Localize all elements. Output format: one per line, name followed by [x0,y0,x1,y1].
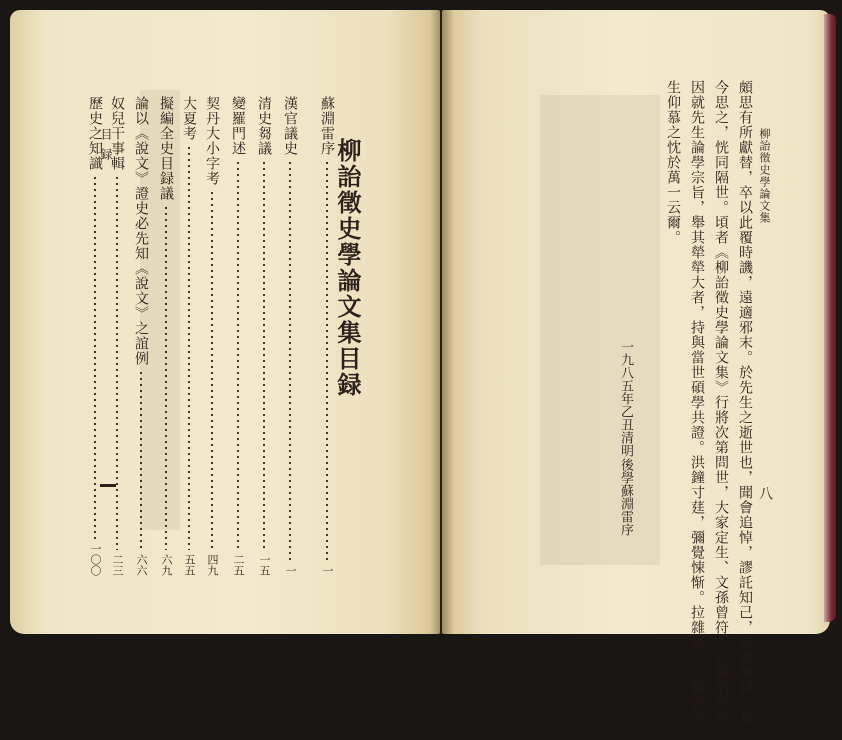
toc-entry-title: 蘇淵雷序 [319,96,335,156]
toc-entry-page: 二五 [232,554,245,576]
toc-entry-title: 漢官議史 [282,96,298,156]
toc-entry-title: 奴兒干事輯 [109,96,125,171]
book-edge [824,14,836,622]
bleed-through [540,95,660,565]
toc-entry [281,96,299,576]
toc-leader-dots [116,175,118,550]
running-head: 目録 [99,128,113,168]
toc-entry-title: 契丹大小字考 [204,96,220,186]
toc-entry [86,96,104,576]
toc-entry [255,96,273,576]
page-folio-text [0,0,1,1]
left-page [10,10,440,634]
toc-entry-title: 擬編全史目録議 [158,96,174,201]
toc-entry-page: 一 [321,565,334,576]
toc-entry [157,96,175,576]
toc-entry [108,96,126,576]
toc-entry-title: 論以《說文》證史必先知《說文》之誼例 [133,96,149,366]
toc-entry-page: 一五 [258,554,271,576]
toc-entry-page: 六六 [135,554,148,576]
body-column: 因就先生論學宗旨，舉其犖犖大者，持與當世碩學共證。洪鐘寸莛，彌覺悚惭。拉雜書之，聊表平 [689,80,705,725]
toc-entry-page: 五五 [183,554,196,576]
page-folio: 八 [757,486,773,500]
toc-entry-page: 六九 [160,554,173,576]
toc-leader-dots [94,175,96,539]
toc-entry-page: 四九 [206,554,219,576]
toc-leader-dots [326,160,328,561]
toc-leader-dots [263,160,265,550]
toc-entry-page: 二三 [111,554,124,576]
toc-entry-title: 歷史之知識 [87,96,103,171]
toc-leader-dots [211,190,213,550]
preface-signature: 後學蘇淵雷序 [618,458,633,536]
toc-entry-title: 變羅門述 [230,96,246,156]
toc-entry-page: 一〇〇 [89,543,102,576]
toc-entry [132,96,150,576]
body-column: 生仰慕之忱於萬一云爾。 [665,80,681,245]
toc-entry [229,96,247,576]
running-head: 柳詒徵史學論文集 [758,128,771,224]
toc-leader-dots [188,145,190,550]
toc-leader-dots [165,205,167,550]
toc-entry [180,96,198,576]
toc-entry-page: 一 [284,565,297,576]
body-column: 今思之，恍同隔世。頃者《柳詒徵史學論文集》行將次第問世，大家定生、文孫曾符不以鄙陋見外， [713,80,729,740]
toc-entry-title: 大夏考 [181,96,197,141]
toc-entry [318,96,336,576]
body-column: 頗思有所獻替，卒以此覆時譏，遠適邪末。於先生之逝世也，聞會追悼，謬託知己，爲致悼詞。及 [737,80,753,725]
toc-entry-title: 清史芻議 [256,96,272,156]
toc-leader-dots [289,160,291,561]
toc-entry [203,96,221,576]
book-spine [430,10,454,634]
toc-leader-dots [140,370,142,550]
toc-leader-dots [237,160,239,550]
preface-date: 一九八五年乙丑清明 [618,340,633,457]
toc-title: 柳詒徵史學論文集目録 [333,138,362,398]
